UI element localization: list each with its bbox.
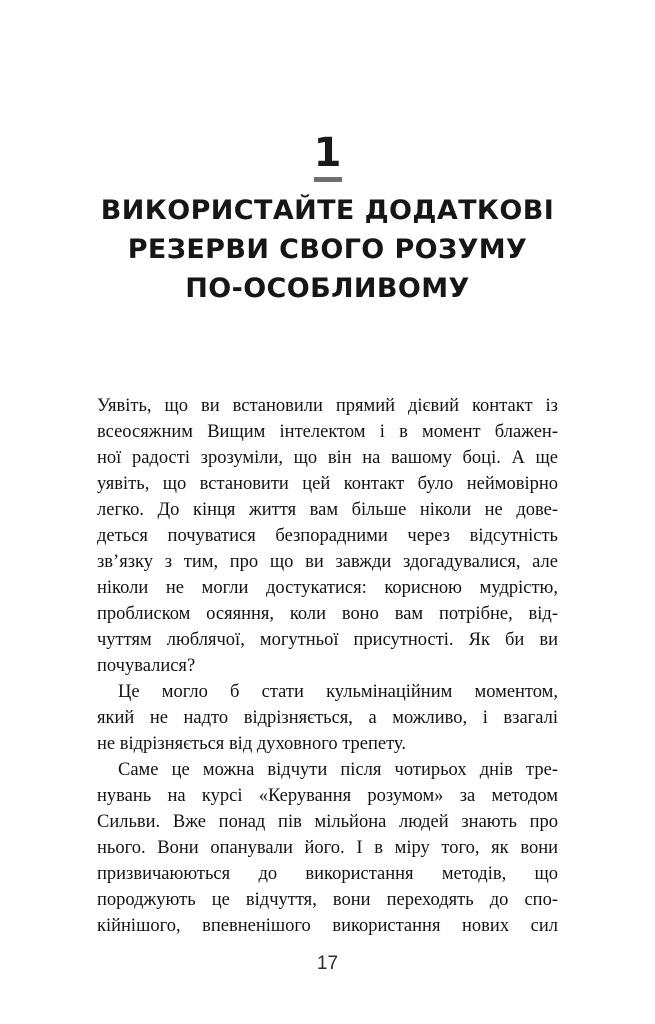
text-line: нувань на курсі «Керування розумом» за методом <box>97 786 558 806</box>
chapter-title-line: РЕЗЕРВИ СВОГО РОЗУМУ <box>127 234 528 265</box>
body-text <box>97 393 558 939</box>
text-line: нього. Вони опанували його. І в міру того, як вони <box>97 838 558 858</box>
text-line: ніколи не могли достукатися: корисною мудрістю, <box>97 578 558 598</box>
text-line: призвичаюються до використання методів, що <box>97 864 558 884</box>
chapter-rule <box>314 177 342 182</box>
chapter-title-line: ПО-ОСОБЛИВОМУ <box>185 273 470 304</box>
chapter-number: 1 <box>313 130 342 176</box>
chapter-title-line: ВИКОРИСТАЙТЕ ДОДАТКОВІ <box>100 195 555 226</box>
text-line: який не надто відрізняється, а можливо, і взагалі <box>97 708 558 728</box>
text-line: кійнішого, впевненішого використання нових сил <box>97 916 558 936</box>
page-number: 17 <box>316 953 339 974</box>
text-line: ної радості зрозуміли, що він на вашому боці. А ще <box>97 448 558 468</box>
text-line: деться почуватися безпорадними через відсутність <box>97 526 558 546</box>
text-line: проблиском осяяння, коли воно вам потрібне, від- <box>97 604 558 624</box>
text-line: уявіть, що встановити цей контакт було неймовірно <box>97 474 558 494</box>
text-line: почувалися? <box>97 656 196 676</box>
text-line: всеосяжним Вищим інтелектом і в момент блажен- <box>97 422 558 442</box>
text-line: Саме це можна відчути після чотирьох днів тре- <box>118 760 558 780</box>
text-line: Уявіть, що ви встановили прямий дієвий контакт із <box>97 396 558 416</box>
text-line: породжують це відчуття, вони переходять до спо- <box>97 890 558 910</box>
text-line: зв’язку з тим, про що ви завжди здогадувалися, але <box>97 552 558 572</box>
chapter-title <box>0 191 655 308</box>
text-line: Це могло б стати кульмінаційним моментом, <box>118 682 558 702</box>
text-line: Сильви. Вже понад пів мільйона людей знають про <box>97 812 558 832</box>
text-line: не відрізняється від духовного трепету. <box>97 734 406 754</box>
text-line: легко. До кінця життя вам більше ніколи не дове- <box>97 500 558 520</box>
text-line: чуттям люблячої, могутньої присутності. Як би ви <box>97 630 558 650</box>
